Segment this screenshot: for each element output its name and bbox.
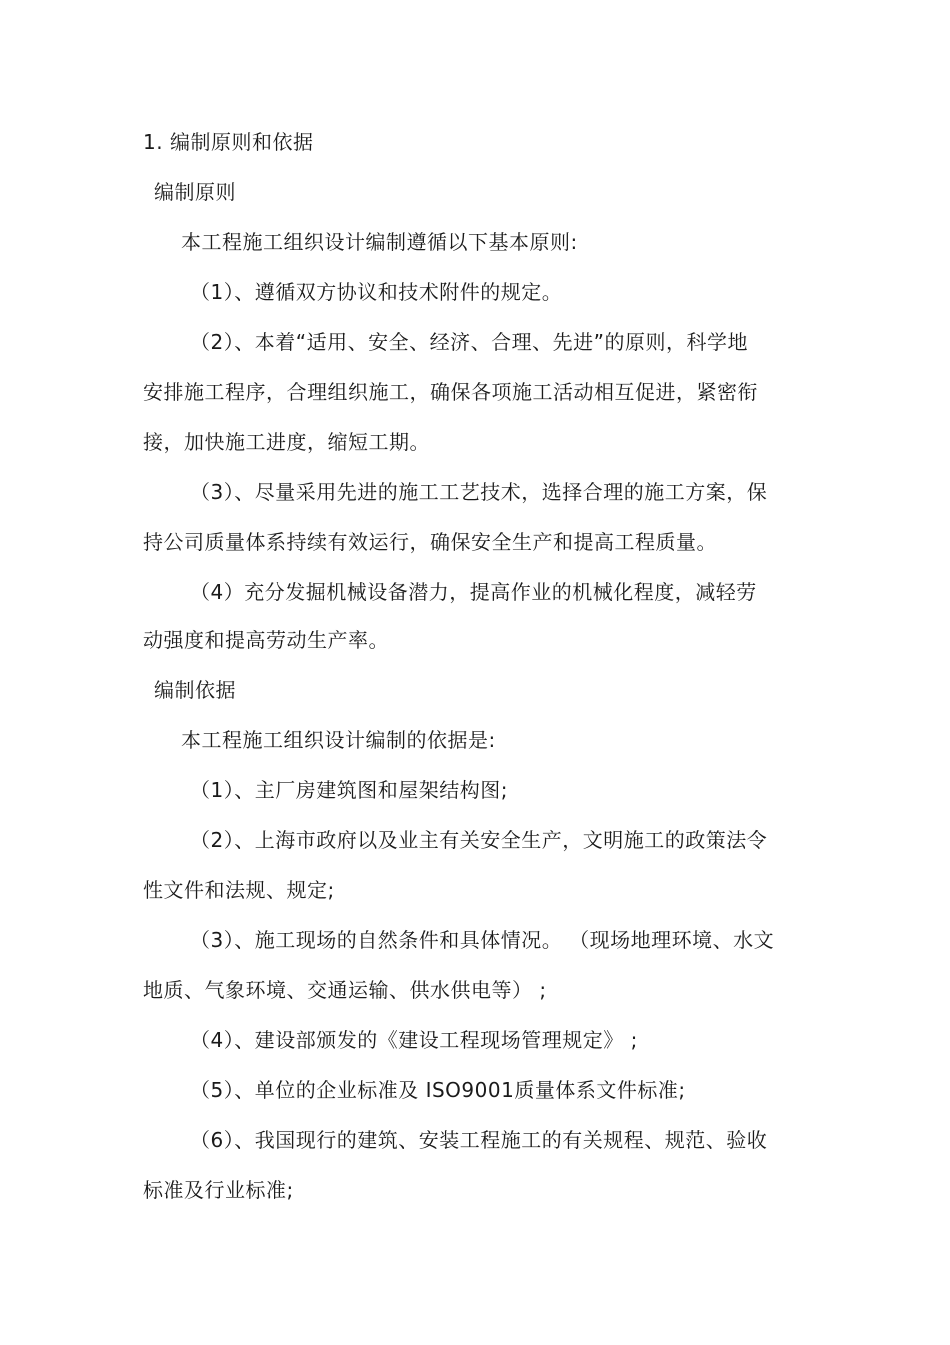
principle-item-3-line-1: （3）、尽量采用先进的施工工艺技术，选择合理的施工方案，保	[190, 480, 768, 504]
principle-item-2-line-2: 安排施工程序，合理组织施工，确保各项施工活动相互促进，紧密衔	[143, 380, 758, 404]
basis-item-5-line-1: （5）、单位的企业标准及 ISO9001质量体系文件标准;	[190, 1078, 686, 1102]
principle-item-2-line-1: （2）、本着“适用、安全、经济、合理、先进”的原则，科学地	[190, 330, 748, 354]
principles-intro: 本工程施工组织设计编制遵循以下基本原则:	[181, 230, 578, 254]
section-title: 1. 编制原则和依据	[143, 130, 314, 154]
principles-heading: 编制原则	[154, 180, 236, 204]
basis-item-2-line-2: 性文件和法规、规定;	[143, 878, 335, 902]
principle-item-2-line-3: 接，加快施工进度，缩短工期。	[143, 430, 430, 454]
basis-item-1-line-1: （1）、主厂房建筑图和屋架结构图;	[190, 778, 508, 802]
basis-heading: 编制依据	[154, 678, 236, 702]
principle-item-4-line-1: （4）充分发掘机械设备潜力，提高作业的机械化程度，减轻劳	[190, 580, 757, 604]
basis-item-6-line-2: 标准及行业标准;	[143, 1178, 294, 1202]
basis-item-4-line-1: （4）、建设部颁发的《建设工程现场管理规定》 ;	[190, 1028, 638, 1052]
basis-item-3-line-1: （3）、施工现场的自然条件和具体情况。 （现场地理环境、水文	[190, 928, 775, 952]
basis-item-6-line-1: （6）、我国现行的建筑、安装工程施工的有关规程、规范、验收	[190, 1128, 768, 1152]
basis-item-3-line-2: 地质、气象环境、交通运输、供水供电等） ;	[143, 978, 547, 1002]
principle-item-4-line-2: 动强度和提高劳动生产率。	[143, 628, 389, 652]
basis-item-2-line-1: （2）、上海市政府以及业主有关安全生产，文明施工的政策法令	[190, 828, 768, 852]
principle-item-3-line-2: 持公司质量体系持续有效运行，确保安全生产和提高工程质量。	[143, 530, 717, 554]
basis-intro: 本工程施工组织设计编制的依据是:	[181, 728, 496, 752]
principle-item-1-line-1: （1）、遵循双方协议和技术附件的规定。	[190, 280, 563, 304]
